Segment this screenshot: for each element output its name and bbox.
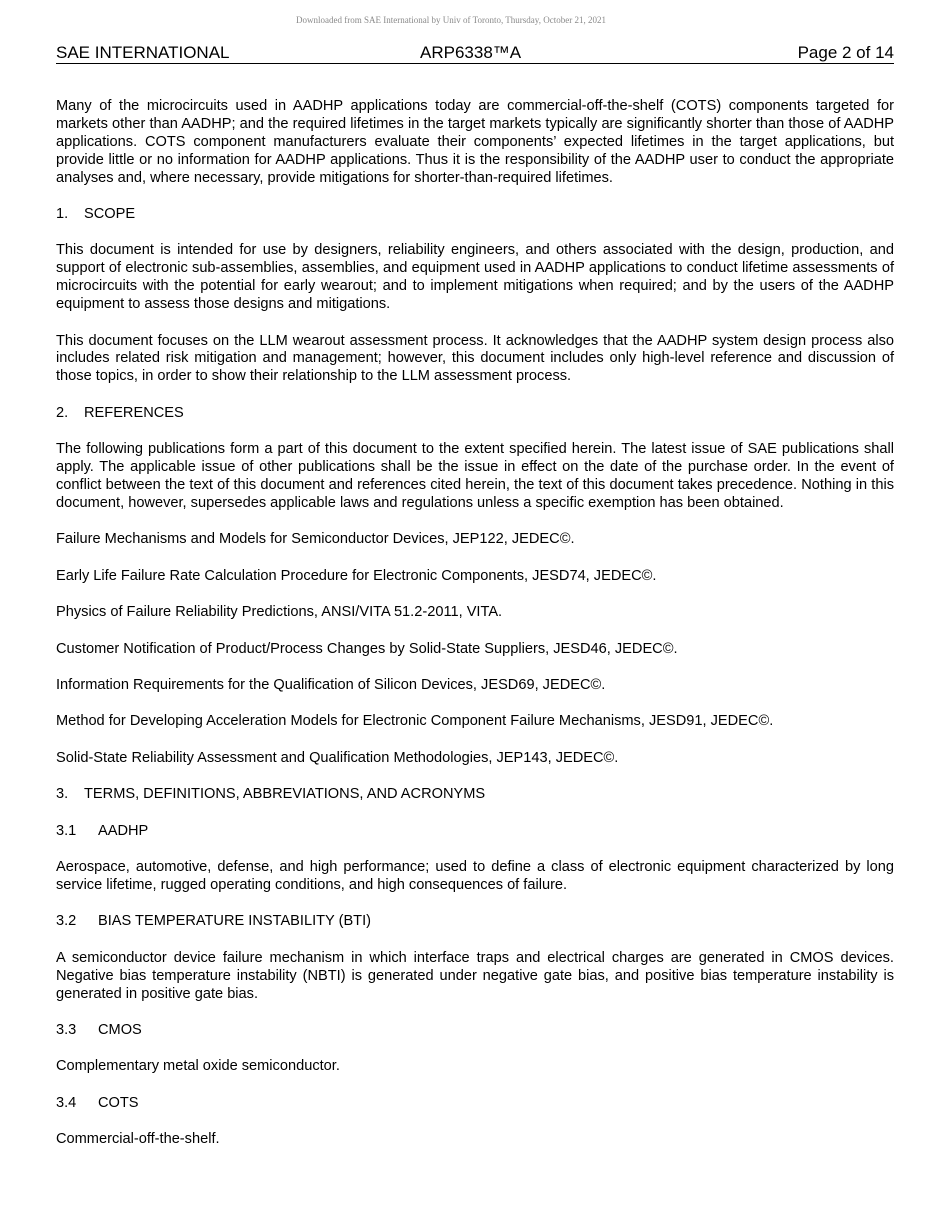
section-heading-references [56, 405, 894, 423]
section-number: 2. [56, 404, 69, 421]
header-page-number: Page 2 of 14 [797, 43, 894, 62]
reference-item: Early Life Failure Rate Calculation Procedure for Electronic Components, JESD74, JEDEC©. [56, 567, 657, 584]
term-definition: Commercial-off-the-shelf. [56, 1131, 220, 1148]
reference-item: Solid-State Reliability Assessment and Qualification Methodologies, JEP143, JEDEC©. [56, 749, 619, 766]
term-number: 3.3 [56, 1021, 77, 1038]
section-number: 3. [56, 786, 69, 803]
scope-paragraph-2: This document focuses on the LLM wearout assessment process. It acknowledges that the AADHP system design process also includes related risk mitigation and management; however, this document includes only high-level reference and discussion of those topics, in order to show their relationship to the LLM assessment process. [56, 332, 894, 385]
references-paragraph: The following publications form a part of this document to the extent specified herein. The latest issue of SAE publications shall apply. The applicable issue of other publications shall be the issue in effect on the date of the purchase order. In the event of conflict between the text of this document and references cited herein, the text of this document takes precedence. Nothing in this document, however, supersedes applicable laws and regulations unless a specific exemption has been obtained. [56, 441, 894, 511]
section-heading-scope [56, 206, 894, 224]
scope-paragraph-1: This document is intended for use by designers, reliability engineers, and others associated with the design, production, and support of electronic sub-assemblies, assemblies, and equipment used in AADHP applications to conduct lifetime assessments of microcircuits with the potential for early wearout; and to implement mitigations when required; and by the users of the AADHP equipment to assess those designs and mitigations. [56, 242, 894, 313]
term-definition: Aerospace, automotive, defense, and high performance; used to define a class of electronic equipment characterized by long service lifetime, rugged operating conditions, and high consequences of failure. [56, 858, 894, 893]
term-number: 3.1 [56, 822, 77, 839]
term-title: CMOS [98, 1021, 142, 1038]
section-number: 1. [56, 206, 69, 223]
download-watermark: Downloaded from SAE International by Univ of Toronto, Thursday, October 21, 2021 [296, 15, 606, 25]
reference-item: Failure Mechanisms and Models for Semiconductor Devices, JEP122, JEDEC©. [56, 531, 575, 548]
term-number: 3.4 [56, 1094, 77, 1111]
term-title: BIAS TEMPERATURE INSTABILITY (BTI) [98, 913, 372, 930]
page-header [56, 43, 894, 64]
intro-paragraph: Many of the microcircuits used in AADHP applications today are commercial-off-the-shelf (COTS) components targeted for markets other than AADHP; and the required lifetimes in the target markets typically are significantly shorter than those of AADHP applications. COTS component manufacturers evaluate their components’ expected lifetimes in the target applications, but provide little or no information for AADHP applications. Thus it is the responsibility of the AADHP user to conduct the appropriate analyses and, where necessary, provide mitigations for shorter-than-required lifetimes. [56, 98, 894, 186]
term-heading-bti [56, 913, 894, 931]
term-definition: Complementary metal oxide semiconductor. [56, 1058, 340, 1075]
term-definition: A semiconductor device failure mechanism in which interface traps and electrical charges are generated in CMOS devices. Negative bias temperature instability (NBTI) is generated under negative gate bias, and positive bias temperature instability is generated in positive gate bias. [56, 949, 894, 1002]
term-heading-cmos [56, 1022, 894, 1040]
section-heading-terms [56, 786, 894, 804]
section-title: SCOPE [84, 206, 136, 223]
reference-item: Physics of Failure Reliability Predictions, ANSI/VITA 51.2-2011, VITA. [56, 604, 503, 621]
section-title: REFERENCES [84, 404, 184, 421]
reference-item: Customer Notification of Product/Process Changes by Solid-State Suppliers, JESD46, JEDEC©. [56, 640, 678, 657]
reference-item: Method for Developing Acceleration Models for Electronic Component Failure Mechanisms, JESD91, JEDEC©. [56, 713, 774, 730]
section-title: TERMS, DEFINITIONS, ABBREVIATIONS, AND ACRONYMS [84, 786, 486, 803]
document-body [56, 98, 894, 1168]
term-number: 3.2 [56, 913, 77, 930]
term-title: AADHP [98, 822, 149, 839]
term-heading-cots [56, 1095, 894, 1113]
header-organization: SAE INTERNATIONAL [56, 43, 230, 62]
reference-item: Information Requirements for the Qualification of Silicon Devices, JESD69, JEDEC©. [56, 676, 606, 693]
term-heading-aadhp [56, 823, 894, 841]
term-title: COTS [98, 1094, 139, 1111]
header-document-number: ARP6338™A [420, 43, 522, 62]
